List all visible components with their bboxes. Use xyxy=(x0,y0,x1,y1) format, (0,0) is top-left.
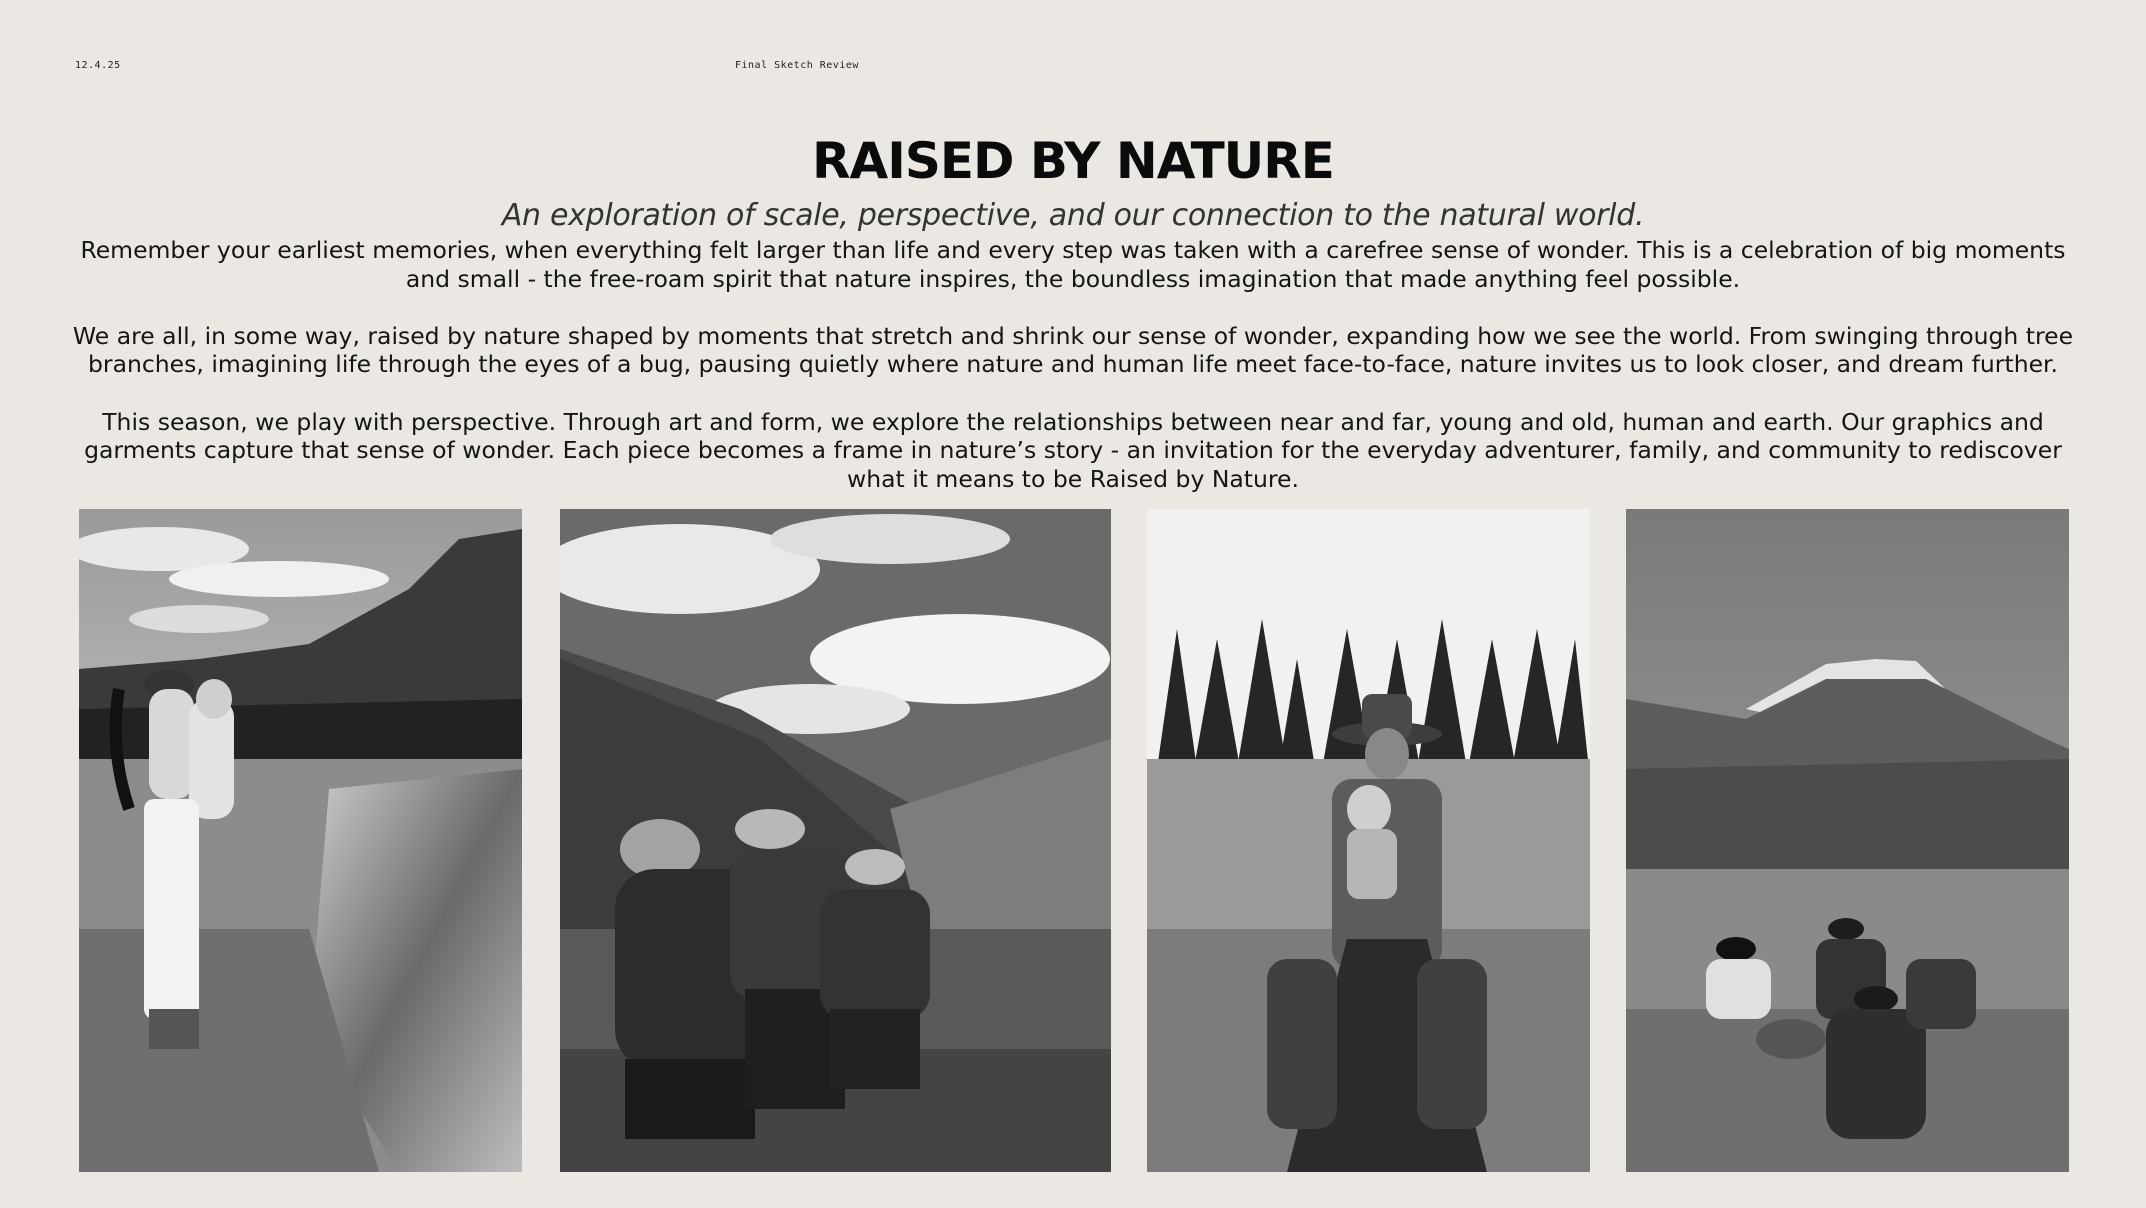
photo-andean-women-mountains xyxy=(560,509,1111,1172)
document-title: Final Sketch Review xyxy=(735,60,859,71)
paragraph: This season, we play with perspective. Through art and form, we explore the relationships between near and far, young and old, human and earth. Our graphics and garments capture that sense of wonder. Each piece becomes a frame in nature’s story - an invitation for the everyday adventurer, family, and community to rediscover what it means to be Raised by Nature. xyxy=(84,407,2062,493)
body-copy xyxy=(72,236,2074,522)
page-title: RAISED BY NATURE xyxy=(812,132,1334,190)
date-label: 12.4.25 xyxy=(75,60,121,71)
photo-group-snowy-peak xyxy=(1626,509,2069,1172)
photo-cowboy-child-horse xyxy=(1147,509,1590,1172)
paragraph: We are all, in some way, raised by nature shaped by moments that stretch and shrink our sense of wonder, expanding how we see the world. From swinging through tree branches, imagining life through the eyes of a bug, pausing quietly where nature and human life meet face-to-face, nature invites us to look closer, and dream further. xyxy=(72,321,2074,379)
page-subtitle: An exploration of scale, perspective, and our connection to the natural world. xyxy=(501,198,1645,233)
photo-mother-child-river xyxy=(79,509,522,1172)
paragraph: Remember your earliest memories, when everything felt larger than life and every step was taken with a carefree sense of wonder. This is a celebration of big moments and small - the free-roam spirit that nature inspires, the boundless imagination that made anything feel possible. xyxy=(80,236,2066,293)
